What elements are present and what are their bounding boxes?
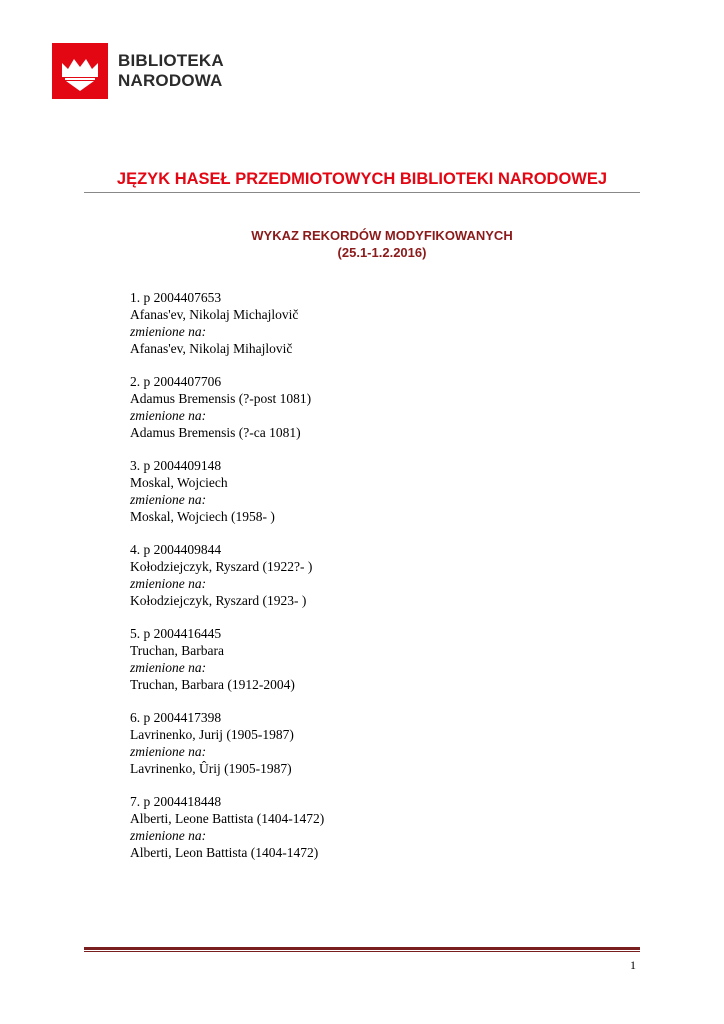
record-id: 2. p 2004407706 xyxy=(130,374,222,389)
record-item xyxy=(130,289,630,357)
changed-to-label: zmienione na: xyxy=(130,492,207,507)
record-item xyxy=(130,709,630,777)
record-item xyxy=(130,373,630,441)
logo-line-2: NARODOWA xyxy=(118,71,223,90)
record-item xyxy=(130,541,630,609)
record-item xyxy=(130,793,630,861)
changed-to-label: zmienione na: xyxy=(130,744,207,759)
record-old-heading: Alberti, Leone Battista (1404-1472) xyxy=(130,811,325,826)
record-id: 3. p 2004409148 xyxy=(130,458,222,473)
page-number: 1 xyxy=(630,958,636,972)
record-id: 7. p 2004418448 xyxy=(130,794,222,809)
document-title: JĘZYK HASEŁ PRZEDMIOTOWYCH BIBLIOTEKI NARODOWEJ xyxy=(116,170,608,188)
record-old-heading: Truchan, Barbara xyxy=(130,643,224,658)
record-new-heading: Alberti, Leon Battista (1404-1472) xyxy=(130,845,319,860)
record-new-heading: Moskal, Wojciech (1958- ) xyxy=(130,509,275,524)
record-id: 4. p 2004409844 xyxy=(130,542,222,557)
changed-to-label: zmienione na: xyxy=(130,408,207,423)
crown-logo-icon xyxy=(52,43,108,99)
record-old-heading: Moskal, Wojciech xyxy=(130,475,228,490)
changed-to-label: zmienione na: xyxy=(130,828,207,843)
records-list xyxy=(130,289,630,877)
biblioteka-narodowa-logo xyxy=(52,43,224,99)
record-new-heading: Truchan, Barbara (1912-2004) xyxy=(130,677,295,692)
changed-to-label: zmienione na: xyxy=(130,660,207,675)
subtitle-line-1: WYKAZ REKORDÓW MODYFIKOWANYCH xyxy=(251,228,513,243)
footer-rule-thin xyxy=(84,951,640,952)
footer-rule-thick xyxy=(84,947,640,950)
record-old-heading: Kołodziejczyk, Ryszard (1922?- ) xyxy=(130,559,313,574)
record-new-heading: Kołodziejczyk, Ryszard (1923- ) xyxy=(130,593,307,608)
record-old-heading: Afanas'ev, Nikolaj Michajlovič xyxy=(130,307,299,322)
document-subtitle xyxy=(84,227,680,261)
record-id: 6. p 2004417398 xyxy=(130,710,222,725)
subtitle-date-range: (25.1-1.2.2016) xyxy=(337,245,427,260)
record-id: 5. p 2004416445 xyxy=(130,626,222,641)
record-new-heading: Afanas'ev, Nikolaj Mihajlovič xyxy=(130,341,293,356)
record-new-heading: Adamus Bremensis (?-ca 1081) xyxy=(130,425,301,440)
title-underline xyxy=(84,192,640,193)
record-new-heading: Lavrinenko, Ûrij (1905-1987) xyxy=(130,761,292,776)
record-old-heading: Adamus Bremensis (?-post 1081) xyxy=(130,391,312,406)
record-item xyxy=(130,625,630,693)
logo-line-1: BIBLIOTEKA xyxy=(118,51,224,70)
changed-to-label: zmienione na: xyxy=(130,324,207,339)
changed-to-label: zmienione na: xyxy=(130,576,207,591)
record-item xyxy=(130,457,630,525)
logo-wordmark xyxy=(118,51,224,91)
record-old-heading: Lavrinenko, Jurij (1905-1987) xyxy=(130,727,294,742)
record-id: 1. p 2004407653 xyxy=(130,290,222,305)
